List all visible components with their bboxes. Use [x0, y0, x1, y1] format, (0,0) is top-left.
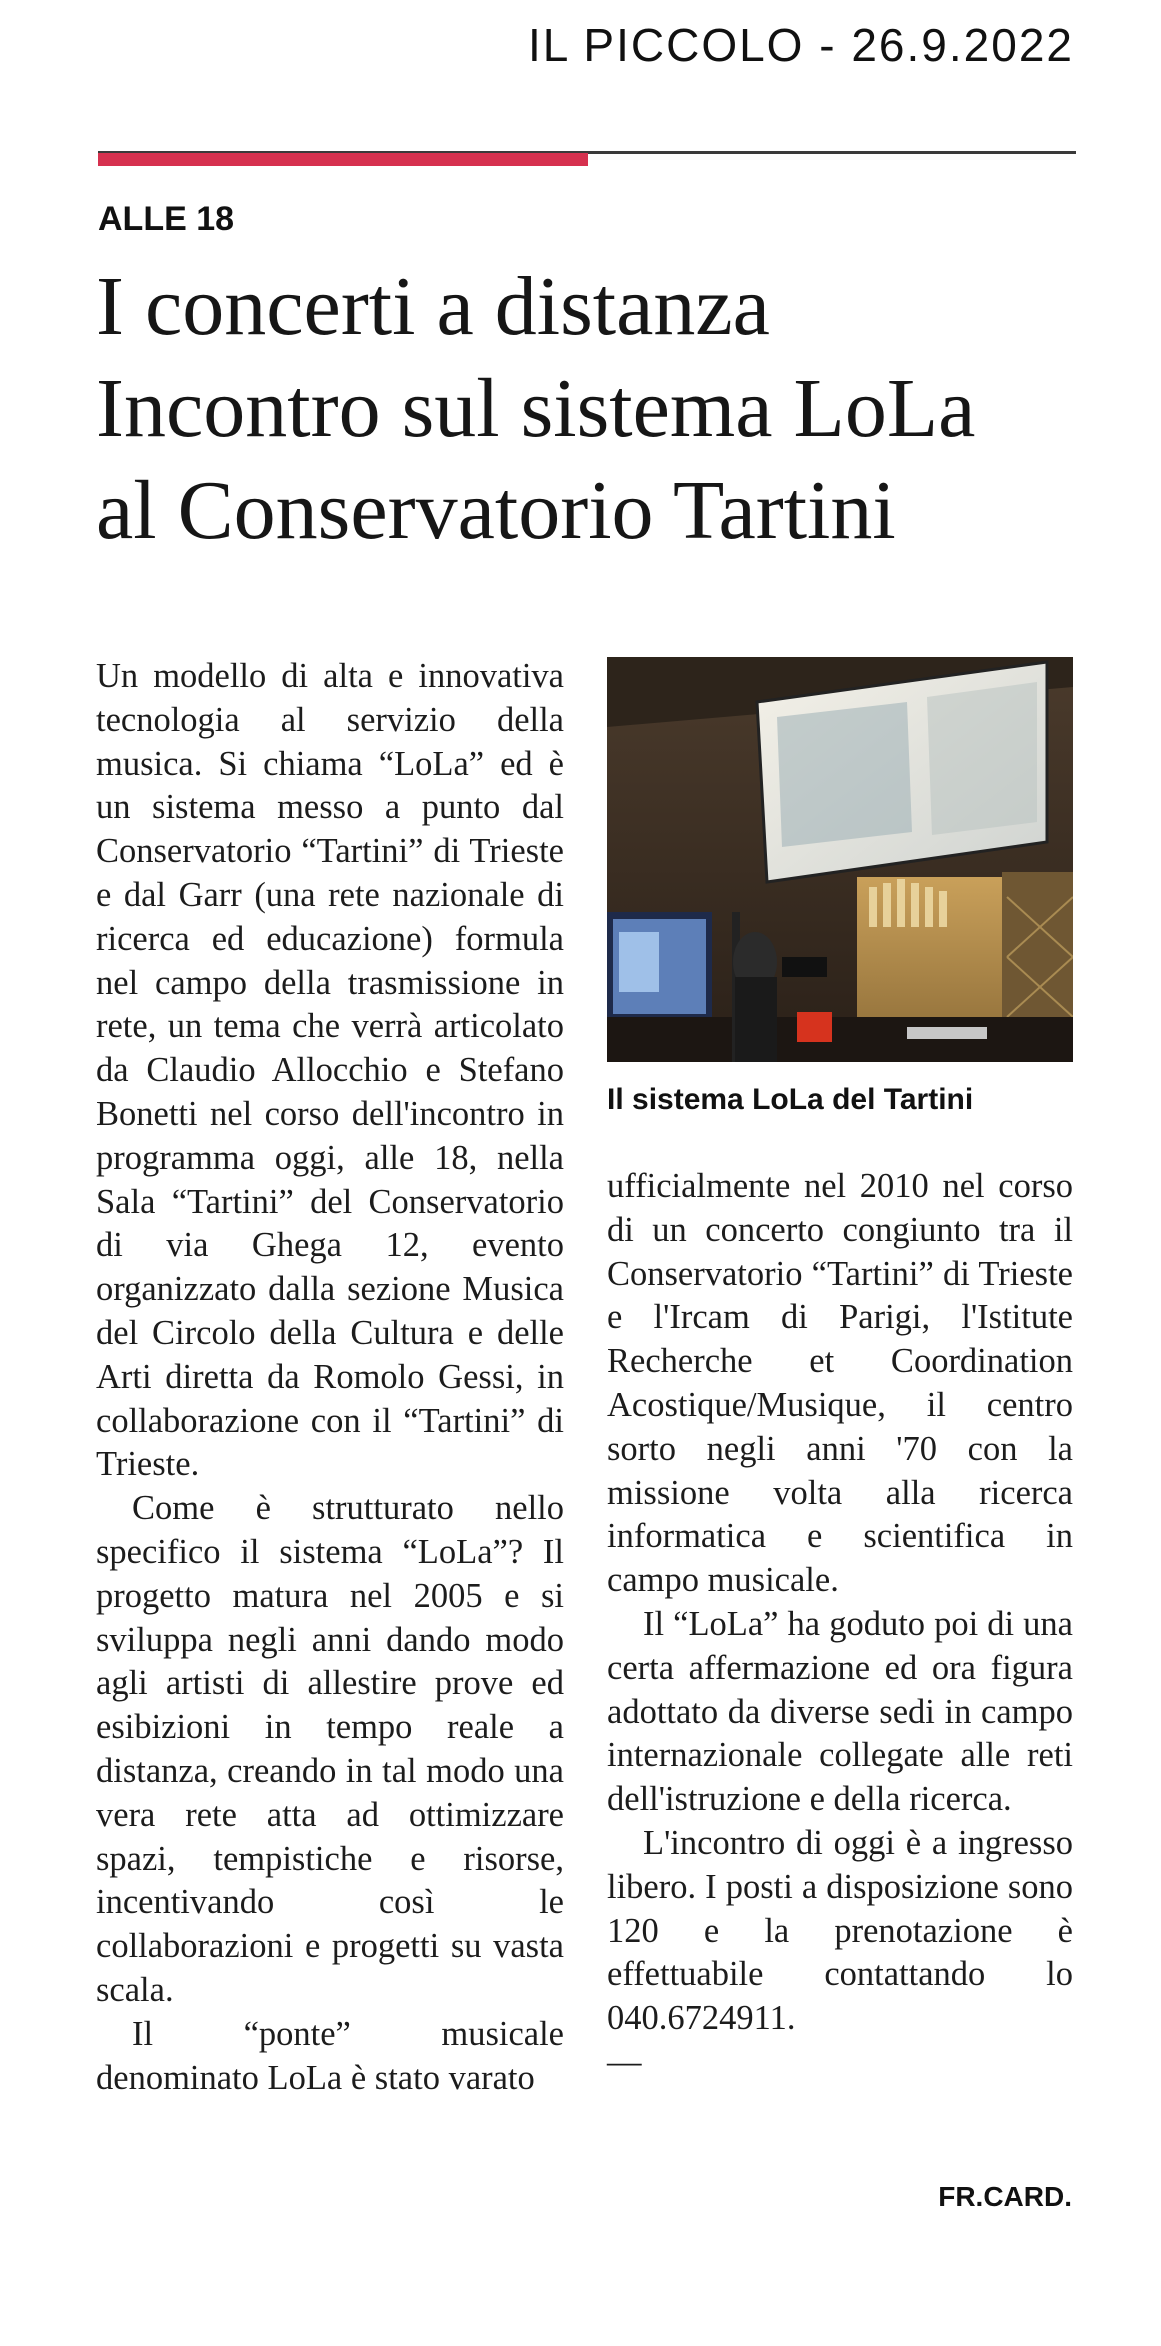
headline-line: al Conservatorio Tartini — [96, 464, 896, 557]
headline-line: Incontro sul sistema LoLa — [96, 362, 976, 455]
masthead: IL PICCOLO - 26.9.2022 — [527, 19, 1074, 71]
paragraph: Un modello di alta e innovativa tecnologia al servizio della musica. Si chiama “LoLa” ed è un sistema messo a punto dal Conservatorio “Tartini” di Trieste e dal Garr (una rete nazionale di ricerca ed educazione) formula nel campo della trasmissione in rete, un tema che verrà articolato da Claudio Allocchio e Stefano Bonetti nel corso dell'incontro in programma oggi, alle 18, nella Sala “Tartini” del Conservatorio di via Ghega 12, evento organizzato dalla sezione Musica del Circolo della Cultura e delle Arti diretta da Romolo Gessi, in collaborazione con il “Tartini” di Trieste. — [96, 657, 564, 1484]
end-dash: — — [607, 2042, 642, 2081]
headline — [96, 256, 1086, 562]
headline-line: I concerti a distanza — [96, 260, 770, 353]
paragraph: ufficialmente nel 2010 nel corso di un concerto congiunto tra il Conservatorio “Tartini” di Trieste e l'Ircam di Parigi, l'Istitute Recherche et Coordination Acostique/Musique, il centro sorto negli anni '70 con la missione volta alla ricerca informatica e scientifica in campo musicale. — [607, 1167, 1073, 1600]
kicker: ALLE 18 — [98, 200, 235, 238]
author-signature: FR.CARD. — [938, 2181, 1072, 2212]
article-photo — [607, 657, 1073, 1062]
article-column-2 — [607, 1165, 1073, 2085]
paragraph: Il “ponte” musicale denominato LoLa è stato varato — [96, 2014, 564, 2097]
paragraph: Come è strutturato nello specifico il sistema “LoLa”? Il progetto matura nel 2005 e si sviluppa negli anni dando modo agli artisti di allestire prove ed esibizioni in tempo reale a distanza, creando in tal modo una vera rete atta ad ottimizzare spazi, tempistiche e risorse, incentivando così le collaborazioni e progetti su vasta scala. — [96, 1489, 564, 2009]
paragraph: Il “LoLa” ha goduto poi di una certa affermazione ed ora figura adottato da diverse sedi in campo internazionale collegate alle reti dell'istruzione e della ricerca. — [607, 1604, 1073, 1819]
accent-bar — [98, 153, 588, 166]
paragraph: L'incontro di oggi è a ingresso libero. I posti a disposizione sono 120 e la prenotazione è effettuabile contattando lo 040.6724911. — [607, 1823, 1073, 2038]
photo-caption: Il sistema LoLa del Tartini — [607, 1083, 974, 1116]
article-column-1 — [96, 655, 564, 2100]
